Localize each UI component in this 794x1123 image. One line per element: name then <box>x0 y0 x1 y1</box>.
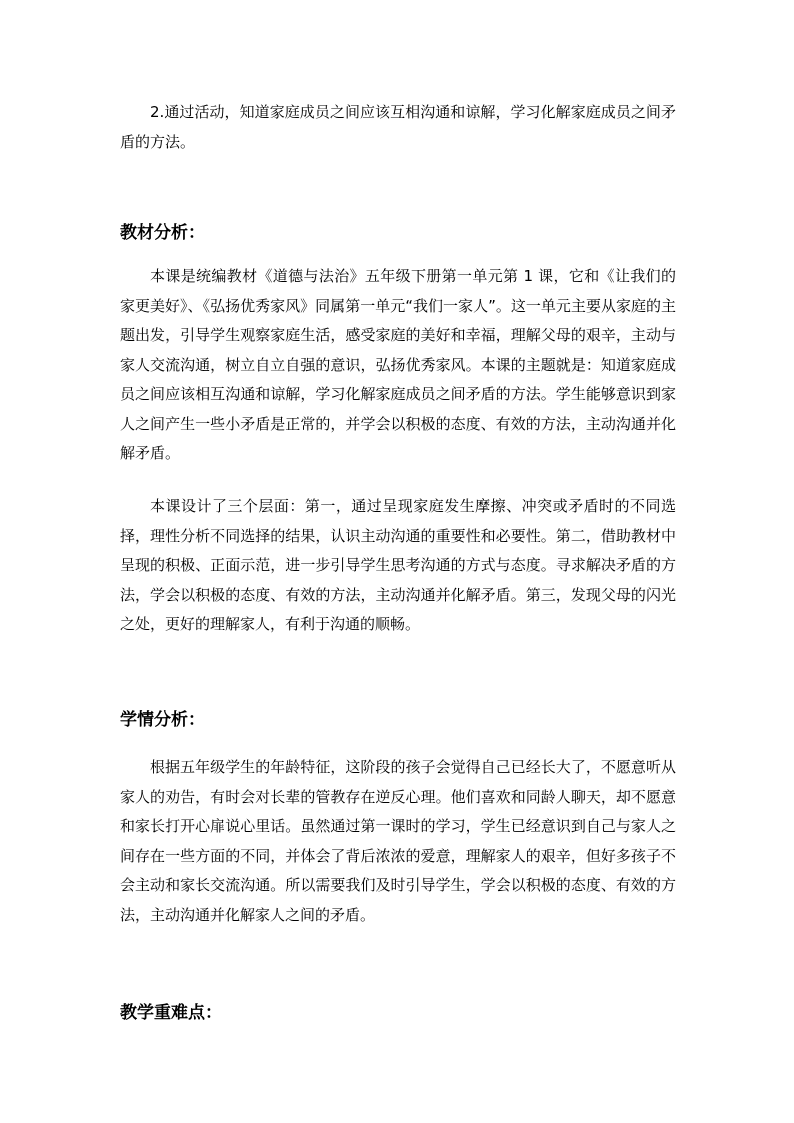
textbook-analysis-heading: 教材分析： <box>120 223 205 243</box>
learner-analysis-heading: 学情分析： <box>120 710 205 730</box>
learner-analysis-paragraph: 根据五年级学生的年龄特征，这阶段的孩子会觉得自己已经长大了，不愿意听从家人的劝告，有时会对长辈的管教存在逆反心理。他们喜欢和同龄人聊天，却不愿意和家长打开心扉说心里话。虽然通过第一课时的学习，学生已经意识到自己与家人之间存在一些方面的不同，并体会了背后浓浓的爱意，理解家人的艰辛，但好多孩子不会主动和家长交流沟通。所以需要我们及时引导学生，学会以积极的态度、有效的方法，主动沟通并化解家人之间的矛盾。 <box>120 758 676 924</box>
textbook-analysis-paragraph-1: 本课是统编教材《道德与法治》五年级下册第一单元第 1 课，它和《让我们的家更美好》、《弘扬优秀家风》同属第一单元“我们一家人”。这一单元主要从家庭的主题出发，引导学生观察家庭生活，感受家庭的美好和幸福，理解父母的艰辛，主动与家人交流沟通，树立自立自强的意识，弘扬优秀家风。本课的主题就是：知道家庭成员之间应该相互沟通和谅解，学习化解家庭成员之间矛盾的方法。学生能够意识到家人之间产生一些小矛盾是正常的，并学会以积极的态度、有效的方法，主动沟通并化解矛盾。 <box>120 267 676 462</box>
key-difficulties-heading: 教学重难点： <box>120 1003 222 1023</box>
textbook-analysis-paragraph-2: 本课设计了三个层面：第一，通过呈现家庭发生摩擦、冲突或矛盾时的不同选择，理性分析不同选择的结果，认识主动沟通的重要性和必要性。第二，借助教材中呈现的积极、正面示范，进一步引导学生思考沟通的方式与态度。寻求解决矛盾的方法，学会以积极的态度、有效的方法，主动沟通并化解矛盾。第三，发现父母的闪光之处，更好的理解家人，有利于沟通的顺畅。 <box>120 497 676 633</box>
objective-2-paragraph: 2.通过活动，知道家庭成员之间应该互相沟通和谅解，学习化解家庭成员之间矛盾的方法。 <box>120 103 676 151</box>
